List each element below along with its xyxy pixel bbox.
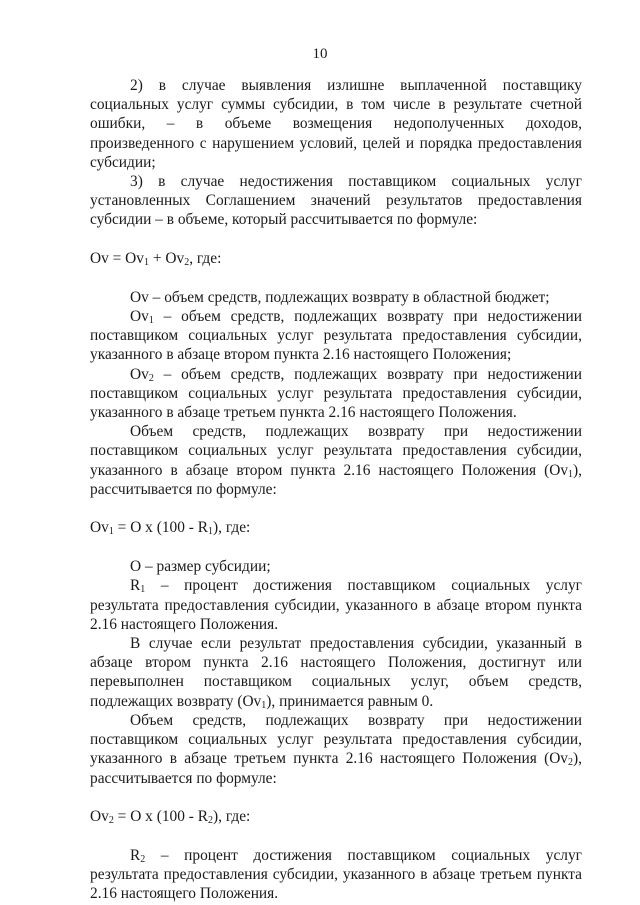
definition-r2: $R_2$ – процент достижения поставщиком социальных услуг результата предоставления субсидии, указанного в абзаце третьем пункта 2.16 настоящего Положения. [90, 846, 582, 903]
spacer [90, 268, 582, 288]
formula-ov2: $Ov_2 = O$ x $(100 - R_2)$, где: [90, 807, 251, 826]
ov2-intro: Объем средств, подлежащих возврату при недостижении поставщиком социальных услуг результата предоставления субсидии, указанного в абзаце третьем пункта 2.16 настоящего Положения $(Ov_2)$, рассчитывается по формуле: [90, 711, 582, 787]
spacer [90, 788, 582, 807]
case-paragraph: В случае если результат предоставления субсидии, указанный в абзаце втором пункта 2.16 настоящего Положения, достигнут или перевыполнен поставщиком социальных услуг, объем средств, подлежащих возврату $(Ov_1)$, принимается равным 0. [90, 635, 582, 711]
definition-ov2: $Ov_2$ – объем средств, подлежащих возврату при недостижении поставщиком социальных услуг результата предоставления субсидии, указанного в абзаце третьем пункта 2.16 настоящего Положения. [90, 365, 582, 422]
page-number: 10 [312, 46, 328, 62]
ov1-intro: Объем средств, подлежащих возврату при недостижении поставщиком социальных услуг результата предоставления субсидии, указанного в абзаце втором пункта 2.16 настоящего Положения $(Ov_1)$, рассчитывается по формуле: [90, 423, 582, 498]
spacer [90, 537, 582, 557]
paragraph-item-2: 2) в случае выявления излишне выплаченной поставщику социальных услуг суммы субсидии, в том числе в результате счетной ошибки, – в объеме возмещения недополученных доходов, произведенного с нарушением условий, целей и порядка предоставления субсидии; [90, 77, 582, 171]
spacer [90, 230, 582, 249]
definition-r1: $R_1$ – процент достижения поставщиком социальных услуг результата предоставления субсидии, указанного в абзаце втором пункта 2.16 настоящего Положения. [90, 577, 582, 633]
definition-ov: Ov – объем средств, подлежащих возврату в областной бюджет; [130, 288, 550, 306]
spacer [90, 499, 582, 518]
paragraph-item-3: 3) в случае недостижения поставщиком социальных услуг установленных Соглашением значений результатов предоставления субсидии – в объеме, который рассчитывается по формуле: [90, 173, 582, 229]
document-body [90, 76, 582, 904]
definition-ov1: $Ov_1$ – объем средств, подлежащих возврату при недостижении поставщиком социальных услуг результата предоставления субсидии, указанного в абзаце втором пункта 2.16 настоящего Положения; [90, 308, 582, 364]
definition-o: O – размер субсидии; [130, 558, 271, 576]
spacer [90, 826, 582, 846]
formula-ov1: $Ov_1 = O$ x $(100 - R_1)$, где: [90, 519, 251, 538]
formula-ov-total: $Ov = Ov_1 + Ov_2$, где: [90, 249, 222, 268]
